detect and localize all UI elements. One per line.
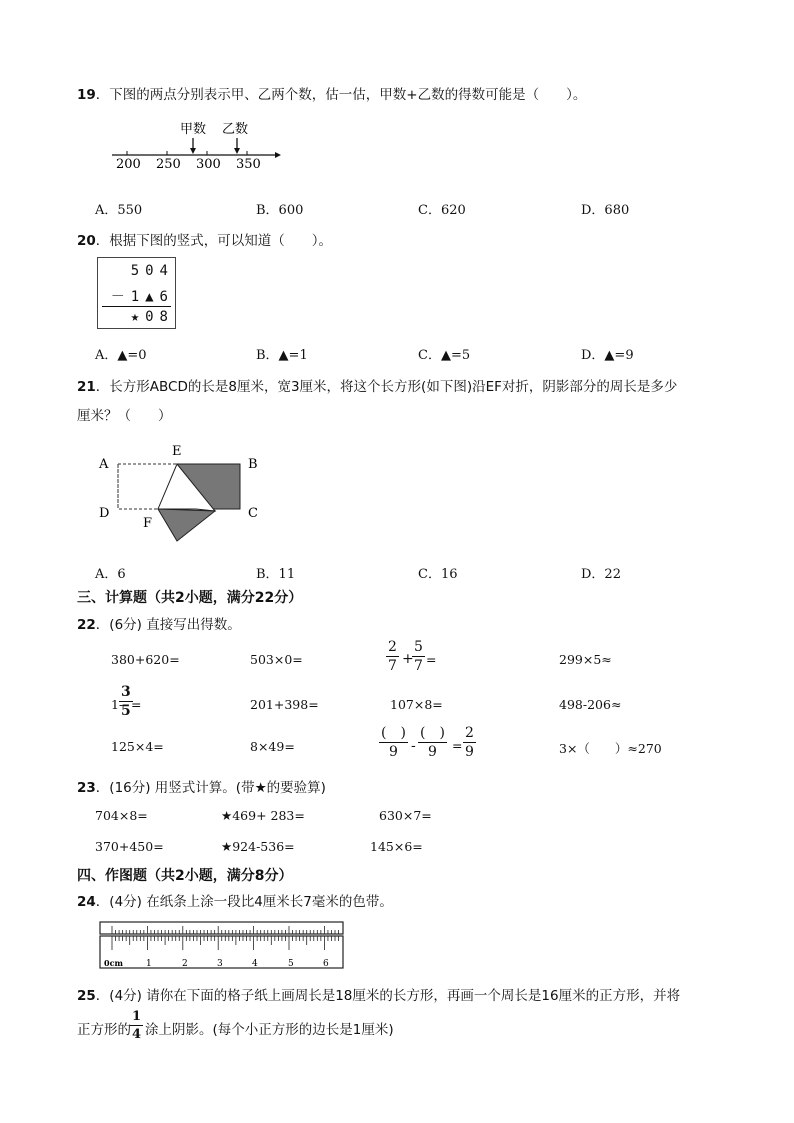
q21-figure [95, 440, 270, 550]
q22-r2c1-eq: = [131, 697, 142, 712]
q25-text: ．(4分) 请你在下面的格子纸上画周长是18厘米的长方形，再画一个周长是16厘米的正方形，并将 [95, 988, 681, 1004]
q20-option-d[interactable]: D．▲=9 [581, 348, 634, 363]
ruler-label-2: 2 [182, 959, 188, 969]
q24-stem [77, 890, 393, 910]
tick-300: 300 [196, 157, 221, 172]
ruler-label-3: 3 [217, 959, 223, 969]
q19-text: ．下图的两点分别表示甲、乙两个数，估一估，甲数+乙数的得数可能是（ ）。 [95, 87, 587, 103]
q23-item4: 370+450= [95, 839, 164, 854]
vertical-row3: ★08 [130, 309, 174, 325]
q23-text: ．(16分) 用竖式计算。(带★的要验算) [95, 780, 326, 796]
label-E: E [172, 444, 182, 459]
section4-title: 四、作图题（共2小题，满分8分） [77, 868, 293, 884]
tick-350: 350 [236, 157, 261, 172]
label-D: D [99, 506, 110, 521]
q22-r3c4: 3×（ ）≈270 [559, 741, 662, 756]
label-B: B [248, 457, 258, 472]
q25-number: 25 [77, 988, 96, 1004]
q25-stem-line2: 正方形的 涂上阴影。(每个小正方形的边长是1厘米) [77, 1022, 394, 1038]
tick-250: 250 [156, 157, 181, 172]
ruler-label-6: 6 [323, 959, 329, 969]
q22-text: ．(6分) 直接写出得数。 [95, 617, 241, 633]
q20-number: 20 [77, 233, 96, 249]
q20-option-c[interactable]: C．▲=5 [418, 348, 471, 363]
q24-number: 24 [77, 894, 96, 910]
label-jia: 甲数 [180, 122, 207, 137]
label-yi: 乙数 [222, 122, 249, 137]
q23-number: 23 [77, 780, 96, 796]
q22-r2c2: 201+398= [250, 697, 319, 712]
label-A: A [99, 457, 109, 472]
q19-option-a[interactable]: A．550 [95, 203, 143, 218]
q19-option-b[interactable]: B．600 [256, 203, 304, 218]
q19-number: 19 [77, 87, 96, 103]
q22-r1c3-eq: = [426, 652, 437, 667]
q19-option-d[interactable]: D．680 [581, 203, 630, 218]
tick-200: 200 [116, 157, 141, 172]
q23-item6: 145×6= [370, 839, 423, 854]
q22-r3c3-frac3: 2 9 [465, 725, 474, 760]
vertical-row2: －1▲6 [110, 289, 174, 305]
label-F: F [143, 516, 153, 531]
q22-r1c2: 503×0= [250, 652, 303, 667]
q23-item5: ★924-536= [221, 839, 295, 854]
q21-text: ．长方形ABCD的长是8厘米，宽3厘米，将这个长方形(如下图)沿EF对折，阴影部分的周长是多少 [95, 379, 678, 395]
ruler-label-4: 4 [252, 959, 258, 969]
q22-r3c1: 125×4= [111, 739, 164, 754]
q19-stem [77, 83, 586, 103]
q21-option-b[interactable]: B．11 [256, 567, 296, 582]
vertical-divider [102, 306, 171, 307]
q22-r1c3-frac2: 5 7 [414, 639, 423, 674]
q22-r1c3-op: + [402, 651, 414, 667]
q22-r3c3-eq: = [452, 738, 463, 753]
q22-r2c1-pre: 1- [111, 697, 124, 712]
q22-r3c2: 8×49= [250, 739, 295, 754]
q20-vertical-box [97, 257, 176, 329]
q22-r2c1-frac: 3 5 [121, 684, 131, 719]
q22-r3c3-frac2: ( ) 9 [420, 725, 445, 760]
q24-ruler [99, 921, 345, 971]
section3-title: 三、计算题（共2小题，满分22分） [77, 590, 303, 606]
q21-option-c[interactable]: C．16 [418, 567, 458, 582]
ruler-unit: 0cm [104, 958, 123, 968]
q21-stem [77, 375, 677, 395]
q22-r3c3-frac1: ( ) 9 [381, 725, 406, 760]
q22-stem [77, 613, 241, 633]
q20-stem [77, 229, 332, 249]
q23-item2: ★469+ 283= [221, 808, 305, 823]
q19-number-line [100, 118, 290, 173]
label-C: C [248, 506, 258, 521]
q25-fraction: 1 4 [132, 1009, 142, 1042]
q23-item1: 704×8= [95, 808, 148, 823]
q20-option-b[interactable]: B．▲=1 [256, 348, 308, 363]
q21-stem-line2: 厘米？（ ） [77, 408, 172, 424]
q22-r2c3: 107×8= [390, 697, 443, 712]
q20-text: ．根据下图的竖式，可以知道（ ）。 [95, 233, 333, 249]
q21-option-a[interactable]: A．6 [95, 567, 126, 582]
q22-r1c3-frac1: 2 7 [388, 639, 397, 674]
q22-r2c4: 498-206≈ [559, 697, 622, 712]
q25-stem [77, 984, 680, 1004]
q19-option-c[interactable]: C．620 [418, 203, 466, 218]
q21-option-d[interactable]: D．22 [581, 567, 621, 582]
q20-option-a[interactable]: A．▲=0 [95, 348, 147, 363]
q22-r1c1: 380+620= [111, 652, 180, 667]
q22-r1c4: 299×5≈ [559, 652, 612, 667]
shaded-folded [158, 509, 215, 541]
q24-text: ．(4分) 在纸条上涂一段比4厘米长7毫米的色带。 [95, 894, 393, 910]
q21-number: 21 [77, 379, 96, 395]
q22-number: 22 [77, 617, 96, 633]
q23-stem [77, 776, 326, 796]
vertical-row1: 504 [130, 263, 174, 279]
q23-item3: 630×7= [379, 808, 432, 823]
ruler-label-5: 5 [288, 959, 294, 969]
q22-r3c3-op: - [411, 738, 416, 754]
ruler-label-1: 1 [146, 959, 152, 969]
